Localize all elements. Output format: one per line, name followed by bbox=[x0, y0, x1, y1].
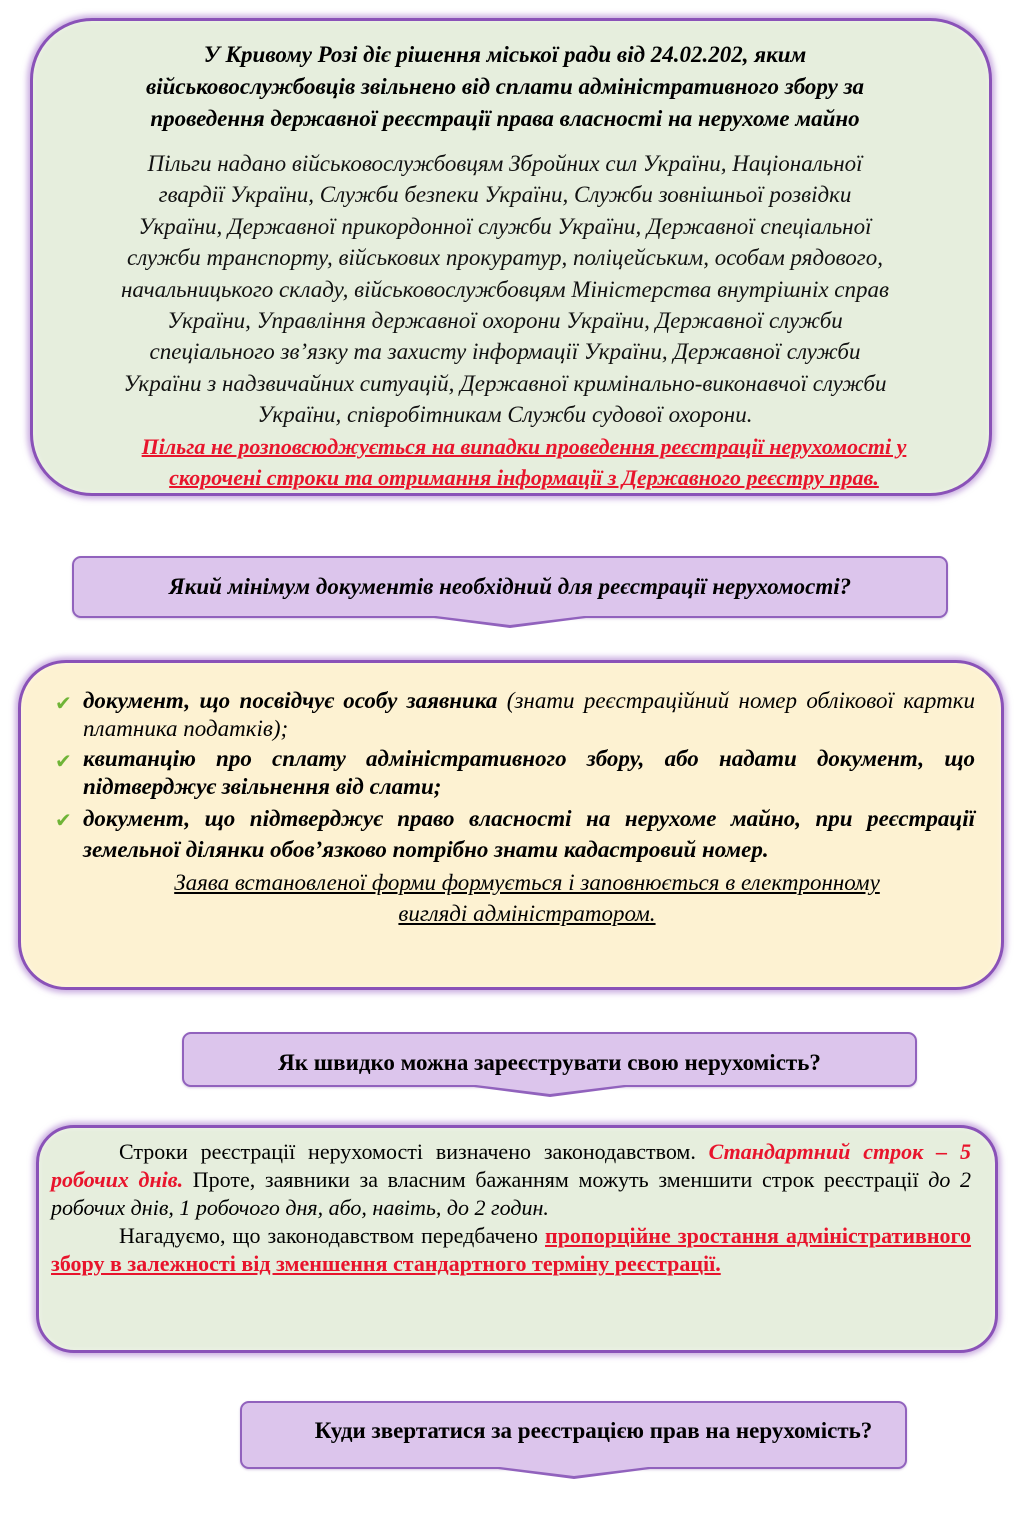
checkmark-icon: ✔ bbox=[55, 691, 72, 715]
where-to-apply-text: Куди звертатися за реєстрацією прав на нерухомість? bbox=[314, 1418, 873, 1443]
exemption-beneficiaries-text: Пільги надано військовослужбовцям Збройних сил України, Національної гвардії України, Служби безпеки України, Служби зовнішньої розвідки України, Державної прикордонної служби України, Державної спеціальної служби транспорту, військових прокуратур, поліцейським, особам рядового, начальницького складу, військовослужбовцям Міністерства внутрішніх справ України, Управління державної охорони України, Державної служби спеціального зв’язку та захисту інформації України, Державної служби України з надзвичайних ситуацій, Державної кримінально-виконавчої служби України, співробітникам Служби судової охорони. bbox=[120, 151, 890, 428]
required-documents-panel bbox=[18, 660, 1004, 990]
list-item bbox=[39, 687, 975, 743]
application-form-note: Заява встановленої форми формується і заповнюється в електронному вигляді адміністратором. bbox=[174, 870, 880, 926]
document-item-3: документ, що підтверджує право власності на нерухоме майно, при реєстрації земельної ділянки обов’язково потрібно знати кадастровий номер. bbox=[83, 806, 975, 862]
reduced-terms-options: до 2 робочих днів, 1 робочого дня, або, навіть, до 2 годин. bbox=[51, 1167, 971, 1220]
list-item bbox=[39, 803, 975, 865]
document-item-1-note: (знати реєстраційний номер облікової картки платника податків); bbox=[83, 688, 975, 741]
terms-paragraph-1 bbox=[51, 1138, 971, 1222]
terms-reduction-text: Проте, заявники за власним бажанням можуть зменшити строк реєстрації bbox=[183, 1167, 929, 1192]
list-item bbox=[39, 745, 975, 801]
checkmark-icon: ✔ bbox=[55, 808, 72, 832]
document-item-1-bold: документ, що посвідчує особу заявника bbox=[83, 688, 498, 713]
fee-increase-highlight: пропорційне зростання адміністративного збору в залежності від зменшення стандартного терміну реєстрації. bbox=[51, 1223, 972, 1276]
exemption-limitation-warning: Пільга не розповсюджується на випадки проведення реєстрації нерухомості у скорочені строки та отримання інформації з Державного реєстру прав. bbox=[141, 433, 907, 490]
documents-question-banner bbox=[72, 556, 948, 618]
checkmark-icon: ✔ bbox=[55, 749, 72, 773]
exemption-heading: У Кривому Розі діє рішення міської ради від 24.02.202, яким військовослужбовців звільнено від сплати адміністративного збору за проведення державної реєстрації права власності на нерухоме майно bbox=[145, 42, 865, 131]
terms-reminder-text: Нагадуємо, що законодавством передбачено bbox=[119, 1223, 546, 1248]
where-to-apply-banner bbox=[240, 1401, 907, 1469]
document-item-2: квитанцію про сплату адміністративного збору, або надати документ, що підтверджує звільнення від слати; bbox=[83, 746, 975, 799]
terms-paragraph-2 bbox=[51, 1222, 971, 1278]
military-exemption-panel bbox=[30, 18, 992, 496]
documents-question-text: Який мінімум документів необхідний для реєстрації нерухомості? bbox=[168, 574, 852, 599]
speed-question-text: Як швидко можна зареєструвати свою нерухомість? bbox=[278, 1050, 821, 1075]
terms-intro-text: Строки реєстрації нерухомості визначено законодавством. bbox=[119, 1139, 709, 1164]
standard-term-highlight: Стандартний строк – 5 робочих днів. bbox=[51, 1139, 971, 1192]
registration-terms-panel bbox=[36, 1125, 998, 1353]
speed-question-banner bbox=[182, 1032, 917, 1087]
